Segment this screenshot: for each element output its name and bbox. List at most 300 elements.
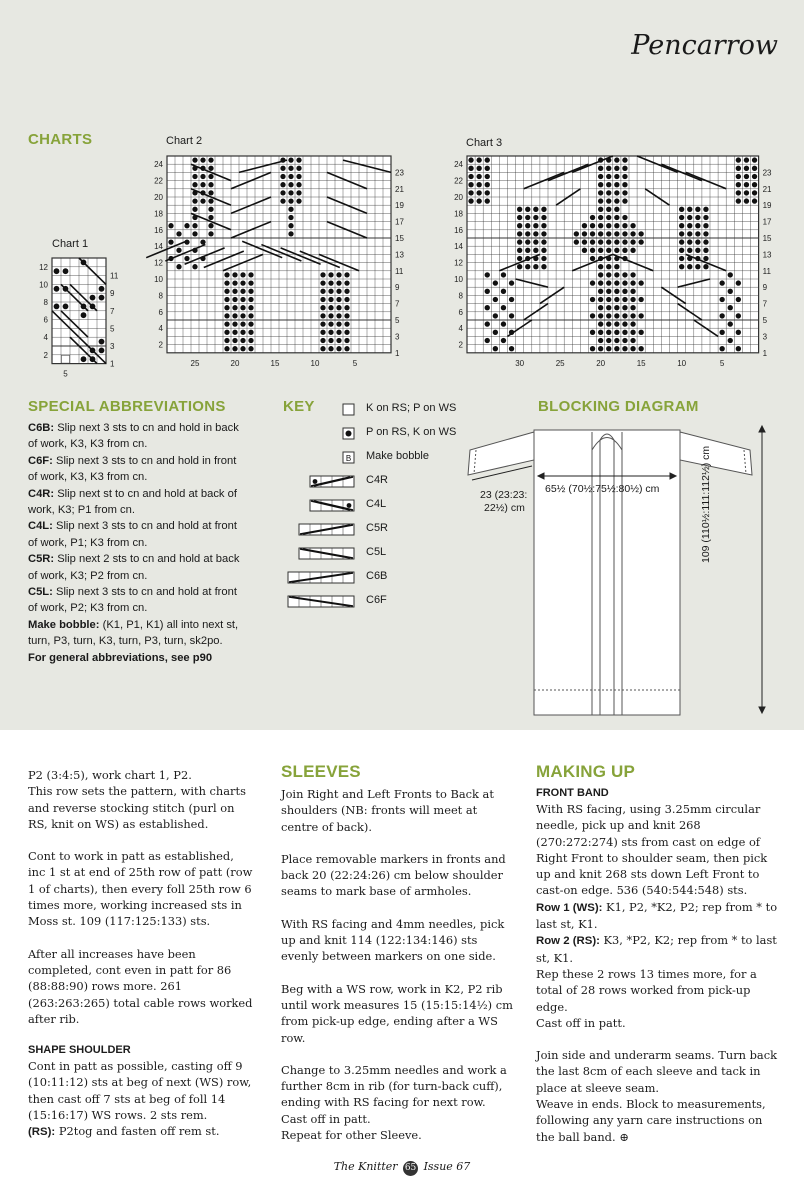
purl-dot xyxy=(541,223,546,228)
page-footer xyxy=(0,1160,804,1176)
purl-dot xyxy=(493,346,498,351)
row-tick-label: 17 xyxy=(395,217,404,227)
purl-dot xyxy=(736,174,741,179)
purl-dot xyxy=(224,330,229,335)
purl-dot xyxy=(509,313,514,318)
purl-dot xyxy=(622,330,627,335)
purl-dot xyxy=(517,231,522,236)
body-text: Rep these 2 rows 13 times more, for a total of 28 rows worked from pick-up edge. xyxy=(536,966,757,1014)
purl-dot xyxy=(744,182,749,187)
purl-dot xyxy=(630,239,635,244)
purl-dot xyxy=(630,248,635,253)
purl-dot xyxy=(541,256,546,261)
purl-dot xyxy=(752,157,757,162)
purl-dot xyxy=(598,198,603,203)
purl-dot xyxy=(248,330,253,335)
purl-dot xyxy=(598,305,603,310)
purl-dot xyxy=(598,346,603,351)
purl-dot xyxy=(614,305,619,310)
purl-dot xyxy=(485,182,490,187)
purl-dot xyxy=(81,312,87,318)
purl-dot xyxy=(687,248,692,253)
purl-dot xyxy=(614,264,619,269)
purl-dot xyxy=(622,305,627,310)
purl-dot xyxy=(208,174,213,179)
purl-dot xyxy=(176,248,181,253)
purl-dot xyxy=(541,248,546,253)
page-number: 65 xyxy=(403,1161,418,1176)
purl-dot xyxy=(719,346,724,351)
body-text: Cont in patt as possible, casting off 9 (10:11:12) sts at beg of next (WS) row, then cast off 7 sts at beg of foll 14 (15:16:17) WS rows. 2 sts rem. xyxy=(28,1059,252,1123)
key-label-purl: P on RS, K on WS xyxy=(366,426,457,438)
purl-dot xyxy=(509,297,514,302)
blocking-length-label: 109 (110½:111:112½) cm xyxy=(700,445,712,563)
col-tick-label: 30 xyxy=(515,358,525,368)
purl-dot xyxy=(590,330,595,335)
purl-dot xyxy=(485,338,490,343)
col-tick-label: 15 xyxy=(270,358,280,368)
purl-dot xyxy=(200,182,205,187)
purl-dot xyxy=(606,215,611,220)
purl-dot xyxy=(280,190,285,195)
purl-dot xyxy=(614,190,619,195)
col-tick-label: 20 xyxy=(596,358,606,368)
body-text: P2 (3:4:5), work chart 1, P2. xyxy=(28,768,192,782)
purl-dot xyxy=(630,289,635,294)
purl-dot xyxy=(614,198,619,203)
purl-dot xyxy=(248,305,253,310)
row-tick-label: 1 xyxy=(762,348,768,358)
blocking-heading: BLOCKING DIAGRAM xyxy=(538,398,699,415)
purl-dot xyxy=(598,313,603,318)
purl-dot xyxy=(687,207,692,212)
chart2-grid xyxy=(145,150,417,380)
purl-dot xyxy=(622,174,627,179)
purl-dot xyxy=(703,256,708,261)
bobble-cell xyxy=(62,355,70,363)
purl-dot xyxy=(695,215,700,220)
purl-dot xyxy=(606,289,611,294)
purl-dot xyxy=(336,297,341,302)
purl-dot xyxy=(703,223,708,228)
key-cable-dot xyxy=(313,479,318,484)
row-tick-label: 5 xyxy=(110,324,115,334)
row-tick-label: 20 xyxy=(454,193,463,202)
purl-dot xyxy=(63,303,69,309)
purl-dot xyxy=(606,231,611,236)
purl-dot xyxy=(296,190,301,195)
purl-dot xyxy=(192,223,197,228)
purl-dot xyxy=(501,289,506,294)
row-tick-label: 20 xyxy=(154,193,163,202)
purl-dot xyxy=(200,174,205,179)
row-tick-label: 12 xyxy=(154,258,163,268)
purl-dot xyxy=(208,223,213,228)
purl-dot xyxy=(280,174,285,179)
purl-dot xyxy=(638,330,643,335)
magazine-name: The Knitter xyxy=(333,1160,398,1173)
row-tick-label: 6 xyxy=(43,315,48,325)
row-tick-label: 11 xyxy=(762,266,771,276)
garment-outline xyxy=(468,432,534,475)
purl-dot xyxy=(248,321,253,326)
row-tick-label: 13 xyxy=(395,250,404,260)
purl-dot xyxy=(485,289,490,294)
purl-dot xyxy=(622,198,627,203)
purl-dot xyxy=(533,231,538,236)
purl-dot xyxy=(614,297,619,302)
purl-dot xyxy=(509,280,514,285)
row-tick-label: 2 xyxy=(458,340,463,350)
row-tick-label: 22 xyxy=(454,176,463,186)
purl-dot xyxy=(606,346,611,351)
purl-dot xyxy=(687,223,692,228)
purl-dot xyxy=(336,313,341,318)
purl-dot xyxy=(485,321,490,326)
abbr-item: C5L: Slip next 3 sts to cn and hold at front of work, P2; K3 from cn. xyxy=(28,586,237,615)
issue-number: Issue 67 xyxy=(423,1160,471,1173)
purl-dot xyxy=(192,174,197,179)
purl-dot xyxy=(344,272,349,277)
purl-dot xyxy=(344,305,349,310)
purl-dot xyxy=(533,207,538,212)
body-text: With RS facing and 4mm needles, pick up and knit 114 (122:134:146) sts evenly between markers on one side. xyxy=(281,916,505,964)
purl-dot xyxy=(533,264,538,269)
purl-dot xyxy=(248,313,253,318)
purl-dot xyxy=(630,313,635,318)
purl-dot xyxy=(240,321,245,326)
purl-dot xyxy=(614,280,619,285)
purl-dot xyxy=(248,272,253,277)
purl-dot xyxy=(517,264,522,269)
purl-dot xyxy=(574,231,579,236)
purl-dot xyxy=(288,174,293,179)
purl-dot xyxy=(679,248,684,253)
purl-dot xyxy=(168,223,173,228)
body-text: Weave in ends. Block to measurements, following any yarn care instructions on the ball band. ⊕ xyxy=(536,1097,766,1144)
purl-dot xyxy=(240,346,245,351)
purl-dot xyxy=(99,347,105,353)
col-tick-label: 15 xyxy=(636,358,646,368)
body-text: Beg with a WS row, work in K2, P2 rib until work measures 15 (15:15:14½) cm from pick-up edge, ending after a WS row. xyxy=(281,981,513,1045)
purl-dot xyxy=(590,223,595,228)
purl-dot xyxy=(679,264,684,269)
purl-dot xyxy=(719,313,724,318)
key-knit-symbol xyxy=(343,404,354,415)
purl-dot xyxy=(598,321,603,326)
purl-dot xyxy=(622,190,627,195)
purl-dot xyxy=(288,190,293,195)
purl-dot xyxy=(288,231,293,236)
blocking-sleeve-label-1: 23 (23:23: xyxy=(480,489,528,501)
purl-dot xyxy=(476,174,481,179)
chart3-grid xyxy=(445,150,785,380)
row-tick-label: 9 xyxy=(395,283,400,293)
purl-dot xyxy=(476,166,481,171)
purl-dot xyxy=(622,289,627,294)
purl-dot xyxy=(614,223,619,228)
column-making-up xyxy=(536,762,782,1161)
purl-dot xyxy=(240,280,245,285)
page-title: Pencarrow xyxy=(631,30,778,61)
purl-dot xyxy=(614,231,619,236)
purl-dot xyxy=(606,272,611,277)
purl-dot xyxy=(622,239,627,244)
purl-dot xyxy=(208,231,213,236)
purl-dot xyxy=(638,231,643,236)
body-text: This row sets the pattern, with charts and reverse stocking stitch (purl on RS, knit on WS) as established. xyxy=(28,784,246,831)
purl-dot xyxy=(590,239,595,244)
purl-dot xyxy=(630,280,635,285)
purl-dot xyxy=(468,198,473,203)
purl-dot xyxy=(485,198,490,203)
purl-dot xyxy=(208,207,213,212)
purl-dot xyxy=(288,223,293,228)
purl-dot xyxy=(622,157,627,162)
purl-dot xyxy=(598,338,603,343)
row-tick-label: 8 xyxy=(43,298,48,307)
purl-dot xyxy=(344,338,349,343)
key-label-c4l: C4L xyxy=(366,498,387,510)
purl-dot xyxy=(296,174,301,179)
purl-dot xyxy=(320,330,325,335)
purl-dot xyxy=(224,338,229,343)
row-tick-label: 15 xyxy=(395,234,404,243)
purl-dot xyxy=(200,198,205,203)
purl-dot xyxy=(232,313,237,318)
row-tick-label: 22 xyxy=(154,176,163,186)
key-label-knit: K on RS; P on WS xyxy=(366,402,457,414)
purl-dot xyxy=(240,338,245,343)
purl-dot xyxy=(328,346,333,351)
purl-dot xyxy=(728,289,733,294)
purl-dot xyxy=(752,198,757,203)
purl-dot xyxy=(54,286,60,292)
purl-dot xyxy=(606,330,611,335)
body-text: Place removable markers in fronts and back 20 (22:24:26) cm below shoulder seams to mark base of armholes. xyxy=(281,851,506,899)
purl-dot xyxy=(679,239,684,244)
chart3-label: Chart 3 xyxy=(466,137,503,149)
purl-dot xyxy=(582,231,587,236)
purl-dot xyxy=(606,297,611,302)
purl-dot xyxy=(598,239,603,244)
purl-dot xyxy=(525,239,530,244)
purl-dot xyxy=(288,198,293,203)
purl-dot xyxy=(606,182,611,187)
purl-dot xyxy=(328,305,333,310)
purl-dot xyxy=(344,313,349,318)
row-tick-label: 3 xyxy=(395,332,400,342)
purl-dot xyxy=(208,166,213,171)
col-tick-label: 20 xyxy=(230,358,240,368)
purl-dot xyxy=(192,198,197,203)
purl-dot xyxy=(744,198,749,203)
col-tick-label: 25 xyxy=(555,358,565,368)
purl-dot xyxy=(606,190,611,195)
purl-dot xyxy=(344,280,349,285)
purl-dot xyxy=(525,207,530,212)
body-text: Change to 3.25mm needles and work a further 8cm in rib (for turn-back cuff), ending with RS facing for next row. xyxy=(281,1062,507,1110)
purl-dot xyxy=(630,330,635,335)
purl-dot xyxy=(240,330,245,335)
purl-dot xyxy=(248,280,253,285)
purl-dot xyxy=(590,280,595,285)
purl-dot xyxy=(606,166,611,171)
row-tick-label: 23 xyxy=(395,168,404,178)
col-tick-label: 5 xyxy=(63,369,68,379)
purl-dot xyxy=(336,280,341,285)
purl-dot xyxy=(485,166,490,171)
purl-dot xyxy=(703,215,708,220)
purl-dot xyxy=(630,338,635,343)
purl-dot xyxy=(336,289,341,294)
row-tick-label: 12 xyxy=(39,262,48,272)
row-tick-label: 4 xyxy=(158,324,163,334)
purl-dot xyxy=(614,215,619,220)
row-tick-label: 7 xyxy=(762,299,768,309)
purl-dot xyxy=(622,182,627,187)
purl-dot xyxy=(99,339,105,345)
purl-dot xyxy=(687,215,692,220)
purl-dot xyxy=(614,248,619,253)
purl-dot xyxy=(336,321,341,326)
purl-dot xyxy=(752,174,757,179)
purl-dot xyxy=(638,239,643,244)
purl-dot xyxy=(320,280,325,285)
purl-dot xyxy=(695,223,700,228)
purl-dot xyxy=(598,182,603,187)
purl-dot xyxy=(606,198,611,203)
purl-dot xyxy=(248,289,253,294)
abbr-item: C5R: Slip next 2 sts to cn and hold at back of work, K3; P2 from cn. xyxy=(28,553,240,582)
row-tick-label: 5 xyxy=(762,316,768,325)
purl-dot xyxy=(208,198,213,203)
row-tick-label: 24 xyxy=(454,160,463,170)
purl-dot xyxy=(232,272,237,277)
purl-dot xyxy=(208,190,213,195)
row-tick-label: 16 xyxy=(154,225,163,235)
abbr-item: Make bobble: (K1, P1, K1) all into next st, turn, P3, turn, K3, turn, P3, turn, sk2po. xyxy=(28,618,239,648)
purl-dot xyxy=(703,231,708,236)
row-tick-label: 9 xyxy=(110,289,115,299)
general-abbr-note: For general abbreviations, see p90 xyxy=(28,651,213,664)
purl-dot xyxy=(703,264,708,269)
purl-dot xyxy=(296,157,301,162)
purl-dot xyxy=(728,321,733,326)
row-tick-label: 16 xyxy=(454,225,463,235)
purl-dot xyxy=(232,346,237,351)
purl-dot xyxy=(679,207,684,212)
row-tick-label: 7 xyxy=(110,306,115,316)
purl-dot xyxy=(468,157,473,162)
purl-dot xyxy=(582,239,587,244)
purl-dot xyxy=(630,231,635,236)
purl-dot xyxy=(184,256,189,261)
purl-dot xyxy=(622,231,627,236)
purl-dot xyxy=(336,272,341,277)
purl-dot xyxy=(533,215,538,220)
purl-dot xyxy=(192,207,197,212)
purl-dot xyxy=(598,166,603,171)
row-tick-label: 10 xyxy=(154,275,163,284)
purl-dot xyxy=(606,321,611,326)
row-tick-label: 7 xyxy=(395,299,400,309)
purl-dot xyxy=(344,346,349,351)
purl-dot xyxy=(703,239,708,244)
purl-dot xyxy=(90,295,96,301)
purl-dot xyxy=(598,330,603,335)
body-text: Cont to work in patt as established, inc 1 st at end of 25th row of patt (row 1 of charts), then every foll 25th row 6 times more, working increased sts in Moss st. 109 (117:125:133) sts. xyxy=(28,849,253,929)
purl-dot xyxy=(728,305,733,310)
column-sleeves xyxy=(281,762,513,1159)
purl-dot xyxy=(509,346,514,351)
row-tick-label: 12 xyxy=(454,258,463,268)
purl-dot xyxy=(296,182,301,187)
purl-dot xyxy=(248,346,253,351)
purl-dot xyxy=(598,207,603,212)
purl-dot xyxy=(232,338,237,343)
col-tick-label: 5 xyxy=(719,358,725,368)
row-tick-label: 9 xyxy=(762,283,768,293)
row-tick-label: 18 xyxy=(454,209,463,219)
purl-dot xyxy=(192,231,197,236)
purl-dot xyxy=(614,346,619,351)
purl-dot xyxy=(622,346,627,351)
purl-dot xyxy=(501,321,506,326)
purl-dot xyxy=(320,289,325,294)
purl-dot xyxy=(606,248,611,253)
purl-dot xyxy=(336,305,341,310)
purl-dot xyxy=(99,286,105,292)
body-text: Cast off in patt. xyxy=(536,1015,626,1030)
purl-dot xyxy=(517,239,522,244)
purl-dot xyxy=(320,305,325,310)
purl-dot xyxy=(168,239,173,244)
purl-dot xyxy=(614,174,619,179)
purl-dot xyxy=(192,264,197,269)
purl-dot xyxy=(590,231,595,236)
col-tick-label: 5 xyxy=(352,358,358,368)
purl-dot xyxy=(606,280,611,285)
purl-dot xyxy=(590,256,595,261)
body-text: Join side and underarm seams. Turn back the last 8cm of each sleeve and tack in place at sleeve seam. xyxy=(536,1048,777,1095)
purl-dot xyxy=(468,182,473,187)
purl-dot xyxy=(533,239,538,244)
purl-dot xyxy=(224,272,229,277)
purl-dot xyxy=(630,223,635,228)
purl-dot xyxy=(176,231,181,236)
purl-dot xyxy=(622,313,627,318)
purl-dot xyxy=(598,231,603,236)
purl-dot xyxy=(606,338,611,343)
purl-dot xyxy=(728,338,733,343)
purl-dot xyxy=(719,297,724,302)
col-tick-label: 10 xyxy=(677,358,687,368)
key-label-c6f: C6F xyxy=(366,594,387,606)
purl-dot xyxy=(622,215,627,220)
abbreviations-heading: SPECIAL ABBREVIATIONS xyxy=(28,398,226,415)
purl-dot xyxy=(517,215,522,220)
purl-dot xyxy=(736,166,741,171)
purl-dot xyxy=(590,248,595,253)
row-tick-label: 10 xyxy=(454,275,463,284)
abbreviations-list xyxy=(28,420,248,666)
purl-dot xyxy=(525,215,530,220)
purl-dot xyxy=(590,215,595,220)
purl-dot xyxy=(493,313,498,318)
row-tick-label: 10 xyxy=(39,280,48,290)
purl-dot xyxy=(736,330,741,335)
